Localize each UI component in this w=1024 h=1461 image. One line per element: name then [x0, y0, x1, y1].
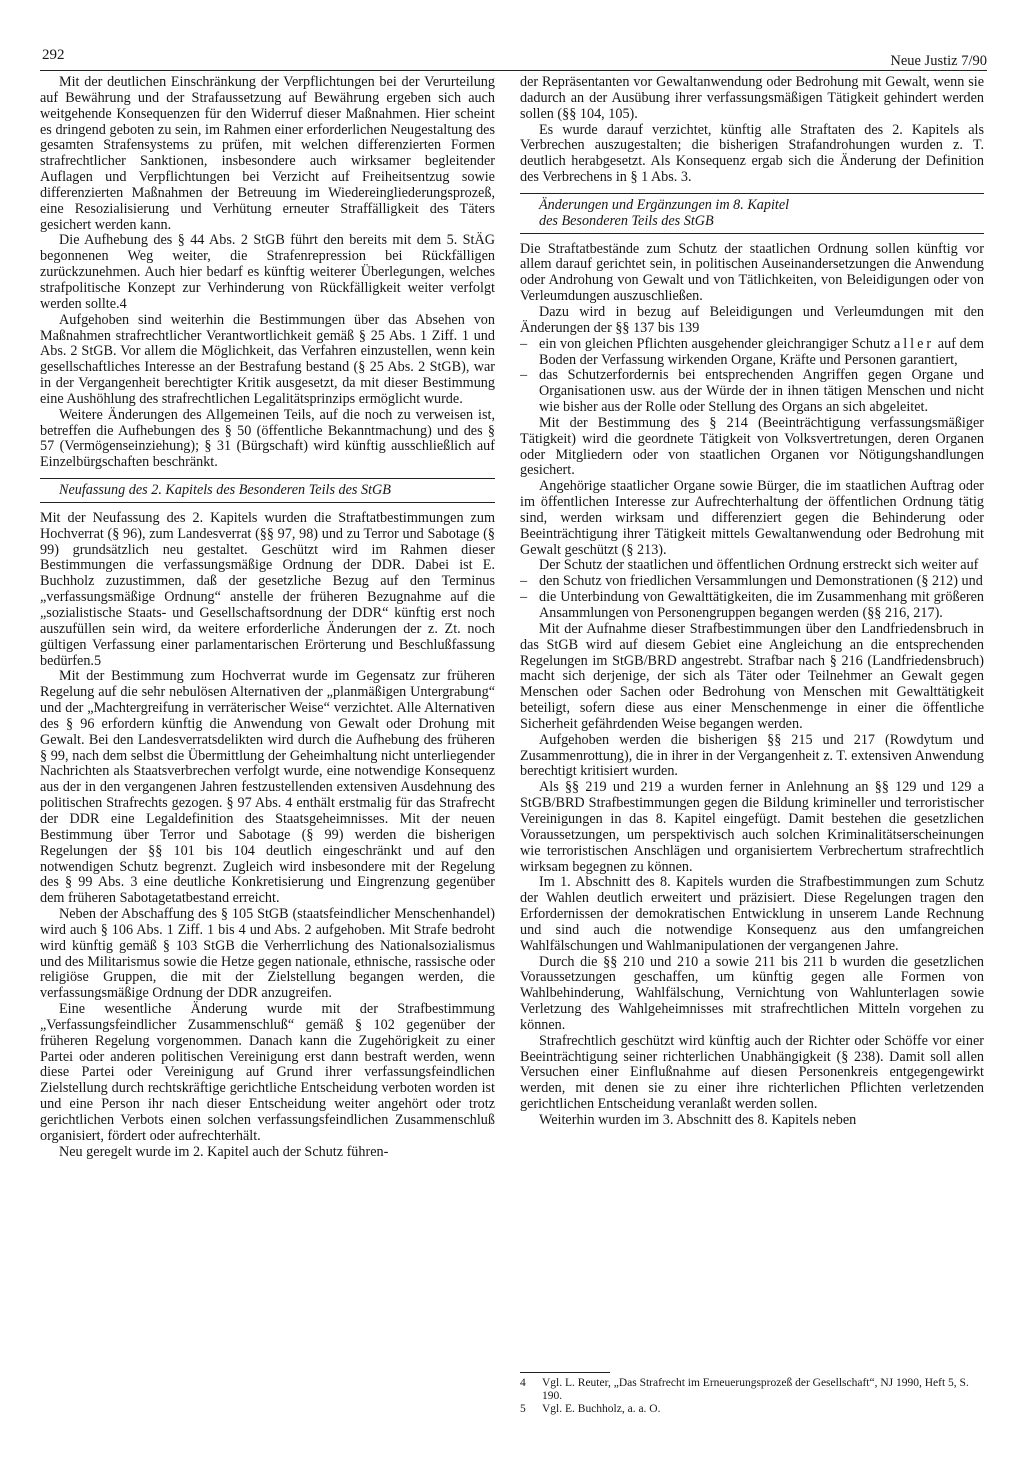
- right-column: [520, 75, 984, 1415]
- page-number: 292: [42, 47, 65, 63]
- dash-list-item: [520, 590, 984, 622]
- footnote-number: 5: [520, 1403, 526, 1416]
- section-rule: [40, 478, 495, 479]
- section-rule: [520, 193, 984, 194]
- dash-bullet: –: [520, 589, 528, 606]
- paragraph: Eine wesentliche Änderung wurde mit der Strafbestimmung „Verfassungsfeindlicher Zusammenschluß“ gemäß § 102 gegenüber der früheren Regelung vorgenommen. Danach kann die Zugehörigkeit zu einer Partei oder anderen politischen Vereinigung erst dann bestraft werden, wenn diese Partei oder Vereinigung auf Grund ihrer verfassungsfeindlichen Zielstellung durch rechtskräftige gerichtliche Entscheidung verboten worden ist und eine Person ihr nach dieser Entscheidung weiter angehört oder trotz gerichtlichen Verbots einen solchen verfassungsfeindlichen Zusammenschluß organisiert, fördert oder aufrechterhält.: [40, 1001, 495, 1144]
- journal-reference: Neue Justiz 7/90: [890, 53, 987, 69]
- dash-list-item: [520, 368, 984, 416]
- section-rule: [40, 502, 495, 503]
- paragraph: Aufgehoben sind weiterhin die Bestimmungen über das Absehen von Maßnahmen strafrechtlicher Verantwortlichkeit gemäß § 25 Abs. 1 Ziff. 1 und Abs. 2 StGB. Vor allem die Möglichkeit, das Verfahren einzustellen, wenn kein gesellschaftliches Interesse an der Bestrafung bestand (§ 25 Abs. 2 StGB), war in der Vergangenheit berechtigter Kritik ausgesetzt, da mit dieser Bestimmung eine Aushöhlung des strafrechtlichen Legalitätsprinzips ermöglicht wurde.: [40, 311, 495, 407]
- section-rule: [520, 233, 984, 234]
- paragraph: Angehörige staatlicher Organe sowie Bürger, die im staatlichen Auftrag oder im öffentlichen Interesse zur Aufrechterhaltung der öffentlichen Ordnung tätig sind, werden wirksam und differenziert gegen die Behinderung oder Beeinträchtigung ihrer Tätigkeit mittels Gewaltanwendung oder Bedrohung mit Gewalt geschützt (§ 213).: [520, 478, 984, 558]
- section-heading-line: Änderungen und Ergänzungen im 8. Kapitel: [539, 196, 790, 213]
- list-item-text: die Unterbindung von Gewalttätigkeiten, die im Zusammenhang mit größeren Ansammlungen von Personengruppen begangen werden (§§ 216, 217).: [539, 589, 984, 621]
- paragraph: Mit der deutlichen Einschränkung der Verpflichtungen bei der Verurteilung auf Bewährung und der Strafaussetzung auf Bewährung ergeben sich auch weitgehende Konsequenzen für den Widerruf dieser Maßnahmen. Hier scheint es dringend geboten zu sein, im Rahmen einer erforderlichen Neugestaltung des gesamten Strafensystems zu prüfen, mit welchen differenzierten Formen strafrechtlicher Sanktionen, insbesondere auch wirksamer begleitender Auflagen und Verpflichtungen bei Verzicht auf Freiheitsentzug sowie differenzierten Maßnahmen der Betreuung im Wiedereingliederungsprozeß, eine Resozialisierung und Verhütung erneuter Straffälligkeit des Täters gesichert werden kann.: [40, 75, 495, 233]
- paragraph: Es wurde darauf verzichtet, künftig alle Straftaten des 2. Kapitels als Verbrechen auszugestalten; die bisherigen Strafandrohungen wurden z. T. deutlich herabgesetzt. Als Konsequenz ergab sich die Änderung der Definition des Verbrechens in § 1 Abs. 3.: [520, 121, 984, 186]
- list-item-text: ein von gleichen Pflichten ausgehender gleichrangiger Schutz: [539, 335, 894, 352]
- paragraph: Neu geregelt wurde im 2. Kapitel auch der Schutz führen-: [59, 1143, 389, 1160]
- paragraph: Weitere Änderungen des Allgemeinen Teils, auf die noch zu verweisen ist, betreffen die Aufhebungen des § 50 (öffentliche Bekanntmachung) und des § 57 (Vermögenseinziehung); § 31 (Bürgschaft) wird künftig ausschließlich auf Einzelbürgschaften beschränkt.: [40, 406, 495, 471]
- header-rule: [40, 70, 987, 71]
- paragraph: Weiterhin wurden im 3. Abschnitt des 8. Kapitels neben: [539, 1112, 857, 1128]
- dash-list-item: [520, 574, 984, 590]
- paragraph: Im 1. Abschnitt des 8. Kapitels wurden die Strafbestimmungen zum Schutz der Wahlen deutlich erweitert und präzisiert. Diese Regelungen tragen den Erfordernissen der demokratischen Entwicklung in unserem Lande Rechnung und sind auch die notwendige Konsequenz aus den umfangreichen Wahlfälschungen und Wahlmanipulationen der vergangenen Jahre.: [520, 874, 984, 954]
- section-heading-block: [520, 198, 984, 230]
- list-item-text: das Schutzerfordernis bei entsprechenden Angriffen gegen Organe und Organisationen usw. aus der Würde der in ihnen tätigen Menschen und nicht wie bisher aus der Rolle oder Stellung des Organs an sich abgeleitet.: [539, 367, 984, 416]
- paragraph: Mit der Bestimmung zum Hochverrat wurde im Gegensatz zur früheren Regelung auf die sehr nebulösen Alternativen der „planmäßigen Untergrabung“ und der „Machtergreifung in verräterischer Weise“ verzichtet. Alle Alternativen des § 96 erfordern künftig die Anwendung von Gewalt oder Drohung mit Gewalt. Bei den Landesverratsdelikten wird durch die Aufhebung des früheren § 99, nach dem selbst die Übermittlung der Geheimhaltung nicht unterliegender Nachrichten als Staatsverbrechen verfolgt wurde, eine notwendige Konsequenz aus der in den vergangenen Jahren festzustellenden extensiven Ausdehnung des politischen Strafrechts gezogen. § 97 Abs. 4 enthält erstmalig für das Strafrecht der DDR eine Legaldefinition des Staatsgeheimnisses. Mit der neuen Bestimmung über Terror und Sabotage (§ 99) werden die bisherigen Regelungen der §§ 101 bis 104 deutlich eingeschränkt und auf den notwendigen Schutz begrenzt. Zugleich wird insbesondere mit der Regelung des § 99 Abs. 3 eine deutliche Konkretisierung und Eingrenzung gegenüber dem früheren Sabotagetatbestand erreicht.: [40, 668, 495, 907]
- dash-bullet: –: [520, 335, 528, 352]
- paragraph: Dazu wird in bezug auf Beleidigungen und Verleumdungen mit den Änderungen der §§ 137 bis 139: [520, 303, 984, 336]
- footnotes: [520, 1372, 984, 1417]
- list-item-text: auf dem Boden der Verfassung wirkenden Organe, Kräfte und Personen garantiert,: [539, 335, 984, 368]
- paragraph: Durch die §§ 210 und 210 a sowie 211 bis 211 b wurden die gesetzlichen Voraussetzungen geschaffen, um künftig gegen alle Formen von Wahlbehinderung, Wahlfälschung, Vernichtung von Wahlunterlagen sowie Verletzung des Wahlgeheimnisses mit strafrechtlichen Mitteln vorgehen zu können.: [520, 953, 984, 1033]
- paragraph: Mit der Neufassung des 2. Kapitels wurden die Straftatbestimmungen zum Hochverrat (§ 96), zum Landesverrat (§§ 97, 98) und zu Terror und Sabotage (§ 99) grundsätzlich neu gestaltet. Geschützt wird im Rahmen dieser Bestimmungen die verfassungsmäßige Ordnung der DDR. Dabei ist E. Buchholz zuzustimmen, daß der gesetzliche Bezug auf den Terminus „verfassungsmäßige Ordnung“ anstelle der früheren Bezugnahme auf die „sozialistische Staats- und Gesellschaftsordnung der DDR“ künftig erst noch auszufüllen sein wird, da weitere erforderliche Änderungen der z. Zt. noch gültigen Verfassung einer parlamentarischen Erörterung und Beschlußfassung bedürfen.5: [40, 509, 495, 669]
- footnote: [520, 1377, 984, 1403]
- footnote-text: Vgl. E. Buchholz, a. a. O.: [542, 1403, 661, 1416]
- paragraph: Der Schutz der staatlichen und öffentlichen Ordnung erstreckt sich weiter auf: [539, 557, 979, 574]
- left-column: [40, 75, 495, 1415]
- paragraph: Als §§ 219 und 219 a wurden ferner in Anlehnung an §§ 129 und 129 a StGB/BRD Strafbestimmungen gegen die Bildung krimineller und terroristischer Vereinigungen in das 8. Kapitel eingefügt. Damit bestehen die gesetzlichen Voraussetzungen, um perspektivisch auch solchen Kriminalitätserscheinungen wie terroristischen Anschlägen und organisiertem Verbrechertum strafrechtlich wirksam begegnen zu können.: [520, 779, 984, 875]
- dash-list-item: [520, 337, 984, 369]
- footnote-rule: [520, 1372, 610, 1373]
- paragraph: Strafrechtlich geschützt wird künftig auch der Richter oder Schöffe vor einer Beeinträchtigung seiner richterlichen Unabhängigkeit (§ 238). Damit soll allen Versuchen einer Einflußnahme auf diesen Personenkreis entgegengewirkt werden, mit denen sie zu einer ihre richterlichen Pflichten verletzenden gerichtlichen Entscheidung veranlaßt werden sollen.: [520, 1032, 984, 1113]
- paragraph: Mit der Aufnahme dieser Strafbestimmungen über den Landfriedensbruch in das StGB wird auf diesem Gebiet eine Angleichung an die entsprechenden Regelungen im StGB/BRD angestrebt. Strafbar nach § 216 (Landfriedensbruch) macht sich derjenige, der sich als Täter oder Teilnehmer an Gewalt gegen Menschen oder Sachen oder Bedrohung von Menschen mit Gewalttätigkeit beteiligt, sofern diese aus einer Menschenmenge in einer die öffentliche Sicherheit gefährdenden Weise begangen werden.: [520, 620, 984, 732]
- section-heading: Neufassung des 2. Kapitels des Besonderen Teils des StGB: [59, 482, 391, 499]
- section-heading-block: [40, 483, 495, 499]
- dash-bullet: –: [520, 367, 528, 384]
- footnote: [520, 1403, 984, 1416]
- emphasized-word: aller: [893, 335, 935, 352]
- paragraph: Aufgehoben werden die bisherigen §§ 215 und 217 (Rowdytum und Zusammenrottung), die in ihrer in der Vergangenheit z. T. extensiven Anwendung berechtigt kritisiert wurden.: [520, 731, 984, 780]
- dash-bullet: –: [520, 573, 528, 590]
- paragraph: der Repräsentanten vor Gewaltanwendung oder Bedrohung mit Gewalt, wenn sie dadurch an der Ausübung ihrer verfassungsmäßigen Tätigkeit gehindert werden sollen (§§ 104, 105).: [520, 75, 984, 122]
- paragraph: Neben der Abschaffung des § 105 StGB (staatsfeindlicher Menschenhandel) wird auch § 106 Abs. 1 Ziff. 1 bis 4 und Abs. 2 aufgehoben. Mit Strafe bedroht wird künftig gemäß § 103 StGB die Verherrlichung des Nationalsozialismus und des Militarismus sowie die Hetze gegen nationale, ethnische, rassische oder religiöse Gruppen, die mit der Zielstellung begangen werden, die verfassungsmäßige Ordnung der DDR anzugreifen.: [40, 906, 495, 1002]
- footnote-text: Vgl. L. Reuter, „Das Strafrecht im Erneuerungsprozeß der Gesellschaft“, NJ 1990, Heft 5, S. 190.: [542, 1377, 969, 1403]
- footnote-number: 4: [520, 1377, 526, 1389]
- list-item-text: den Schutz von friedlichen Versammlungen und Demonstrationen (§ 212) und: [539, 573, 983, 590]
- paragraph: Mit der Bestimmung des § 214 (Beeinträchtigung verfassungsmäßiger Tätigkeit) wird die geordnete Tätigkeit von Volksvertretungen, deren Organen oder Mitgliedern oder von staatlichen Organen vor Nötigungshandlungen gesichert.: [520, 414, 984, 479]
- paragraph: Die Straftatbestände zum Schutz der staatlichen Ordnung sollen künftig vor allem darauf gerichtet sein, in politischen Auseinandersetzungen die Anwendung oder Androhung von Gewalt und von Tätlichkeiten, von Beleidigungen oder von Verleumdungen auszuschließen.: [520, 240, 984, 305]
- paragraph: Die Aufhebung des § 44 Abs. 2 StGB führt den bereits mit dem 5. StÄG begonnenen Weg weiter, die Strafenrepression bei Rückfälligen zurückzunehmen. Auch hier bedarf es künftig weiterer Überlegungen, welches strafpolitische Konzept zur Verhinderung von Rückfälligkeit weiter verfolgt werden sollte.4: [40, 232, 495, 312]
- section-heading-line: des Besonderen Teils des StGB: [539, 212, 714, 229]
